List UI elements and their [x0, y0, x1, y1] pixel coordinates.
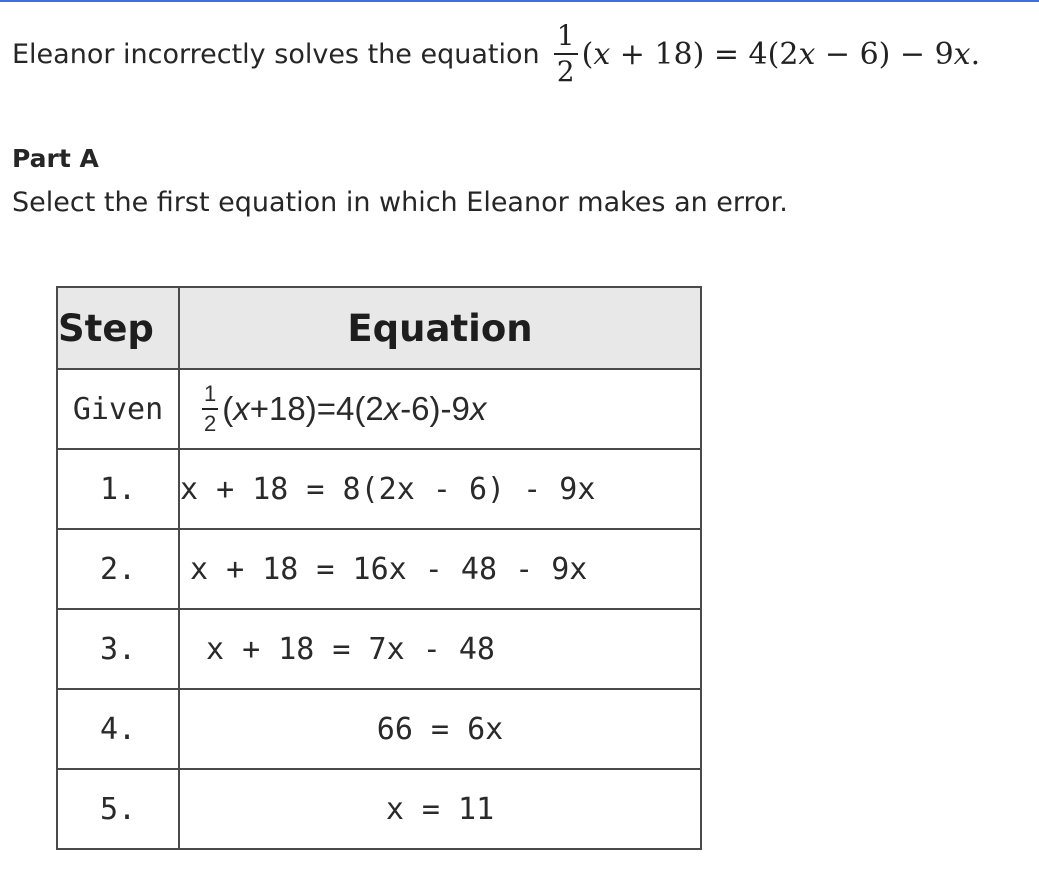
step-equation[interactable]: x + 18 = 8(2x - 6) - 9x — [179, 449, 701, 529]
step-equation[interactable]: x + 18 = 16x - 48 - 9x — [179, 529, 701, 609]
steps-table — [56, 286, 702, 850]
step-label-given: Given — [57, 369, 179, 449]
given-eq-part: -6)-9 — [400, 390, 470, 427]
given-fraction-denominator: 2 — [204, 411, 217, 436]
equation-column-header: Equation — [179, 287, 701, 369]
table-row[interactable] — [57, 689, 701, 769]
step-equation[interactable]: 66 = 6x — [179, 689, 701, 769]
table-row[interactable] — [57, 449, 701, 529]
given-eq-var: x — [233, 390, 250, 427]
given-eq-var: x — [383, 390, 401, 427]
step-number: 1. — [57, 449, 179, 529]
intro-eq-part: + 18) = 4(2 — [610, 36, 799, 72]
intro-eq-end: . — [970, 36, 981, 72]
given-equation-cell[interactable] — [179, 369, 701, 449]
table-row-given[interactable] — [57, 369, 701, 449]
part-heading: Part A — [12, 144, 99, 173]
top-divider — [0, 0, 1039, 2]
table-row[interactable] — [57, 609, 701, 689]
step-number: 3. — [57, 609, 179, 689]
step-number: 5. — [57, 769, 179, 849]
step-number: 2. — [57, 529, 179, 609]
table-row[interactable] — [57, 769, 701, 849]
table-header-row — [57, 287, 701, 369]
step-column-header: Step — [57, 287, 179, 369]
given-eq-var: x — [469, 390, 487, 427]
table-row[interactable] — [57, 529, 701, 609]
intro-fraction-denominator: 2 — [556, 55, 575, 88]
given-fraction-numerator: 1 — [204, 381, 217, 406]
intro-text: Eleanor incorrectly solves the equation — [12, 38, 540, 70]
intro-equation — [554, 19, 981, 88]
given-equation — [180, 383, 700, 435]
step-number: 4. — [57, 689, 179, 769]
step-equation[interactable]: x = 11 — [179, 769, 701, 849]
given-eq-open: ( — [222, 390, 234, 427]
fraction-bar — [202, 408, 218, 410]
intro-eq-part: − 6) − 9 — [815, 36, 954, 72]
question-prompt: Select the first equation in which Eleanor makes an error. — [12, 187, 788, 218]
intro-eq-var: x — [798, 36, 816, 72]
intro-fraction — [554, 19, 578, 88]
intro-statement — [12, 14, 980, 94]
intro-fraction-numerator: 1 — [556, 19, 575, 52]
given-eq-part: +18)=4(2 — [249, 390, 384, 427]
intro-eq-var: x — [593, 36, 611, 72]
intro-eq-var: x — [953, 36, 971, 72]
given-fraction — [202, 383, 218, 435]
step-equation[interactable]: x + 18 = 7x - 48 — [179, 609, 701, 689]
intro-eq-open: ( — [581, 36, 594, 72]
